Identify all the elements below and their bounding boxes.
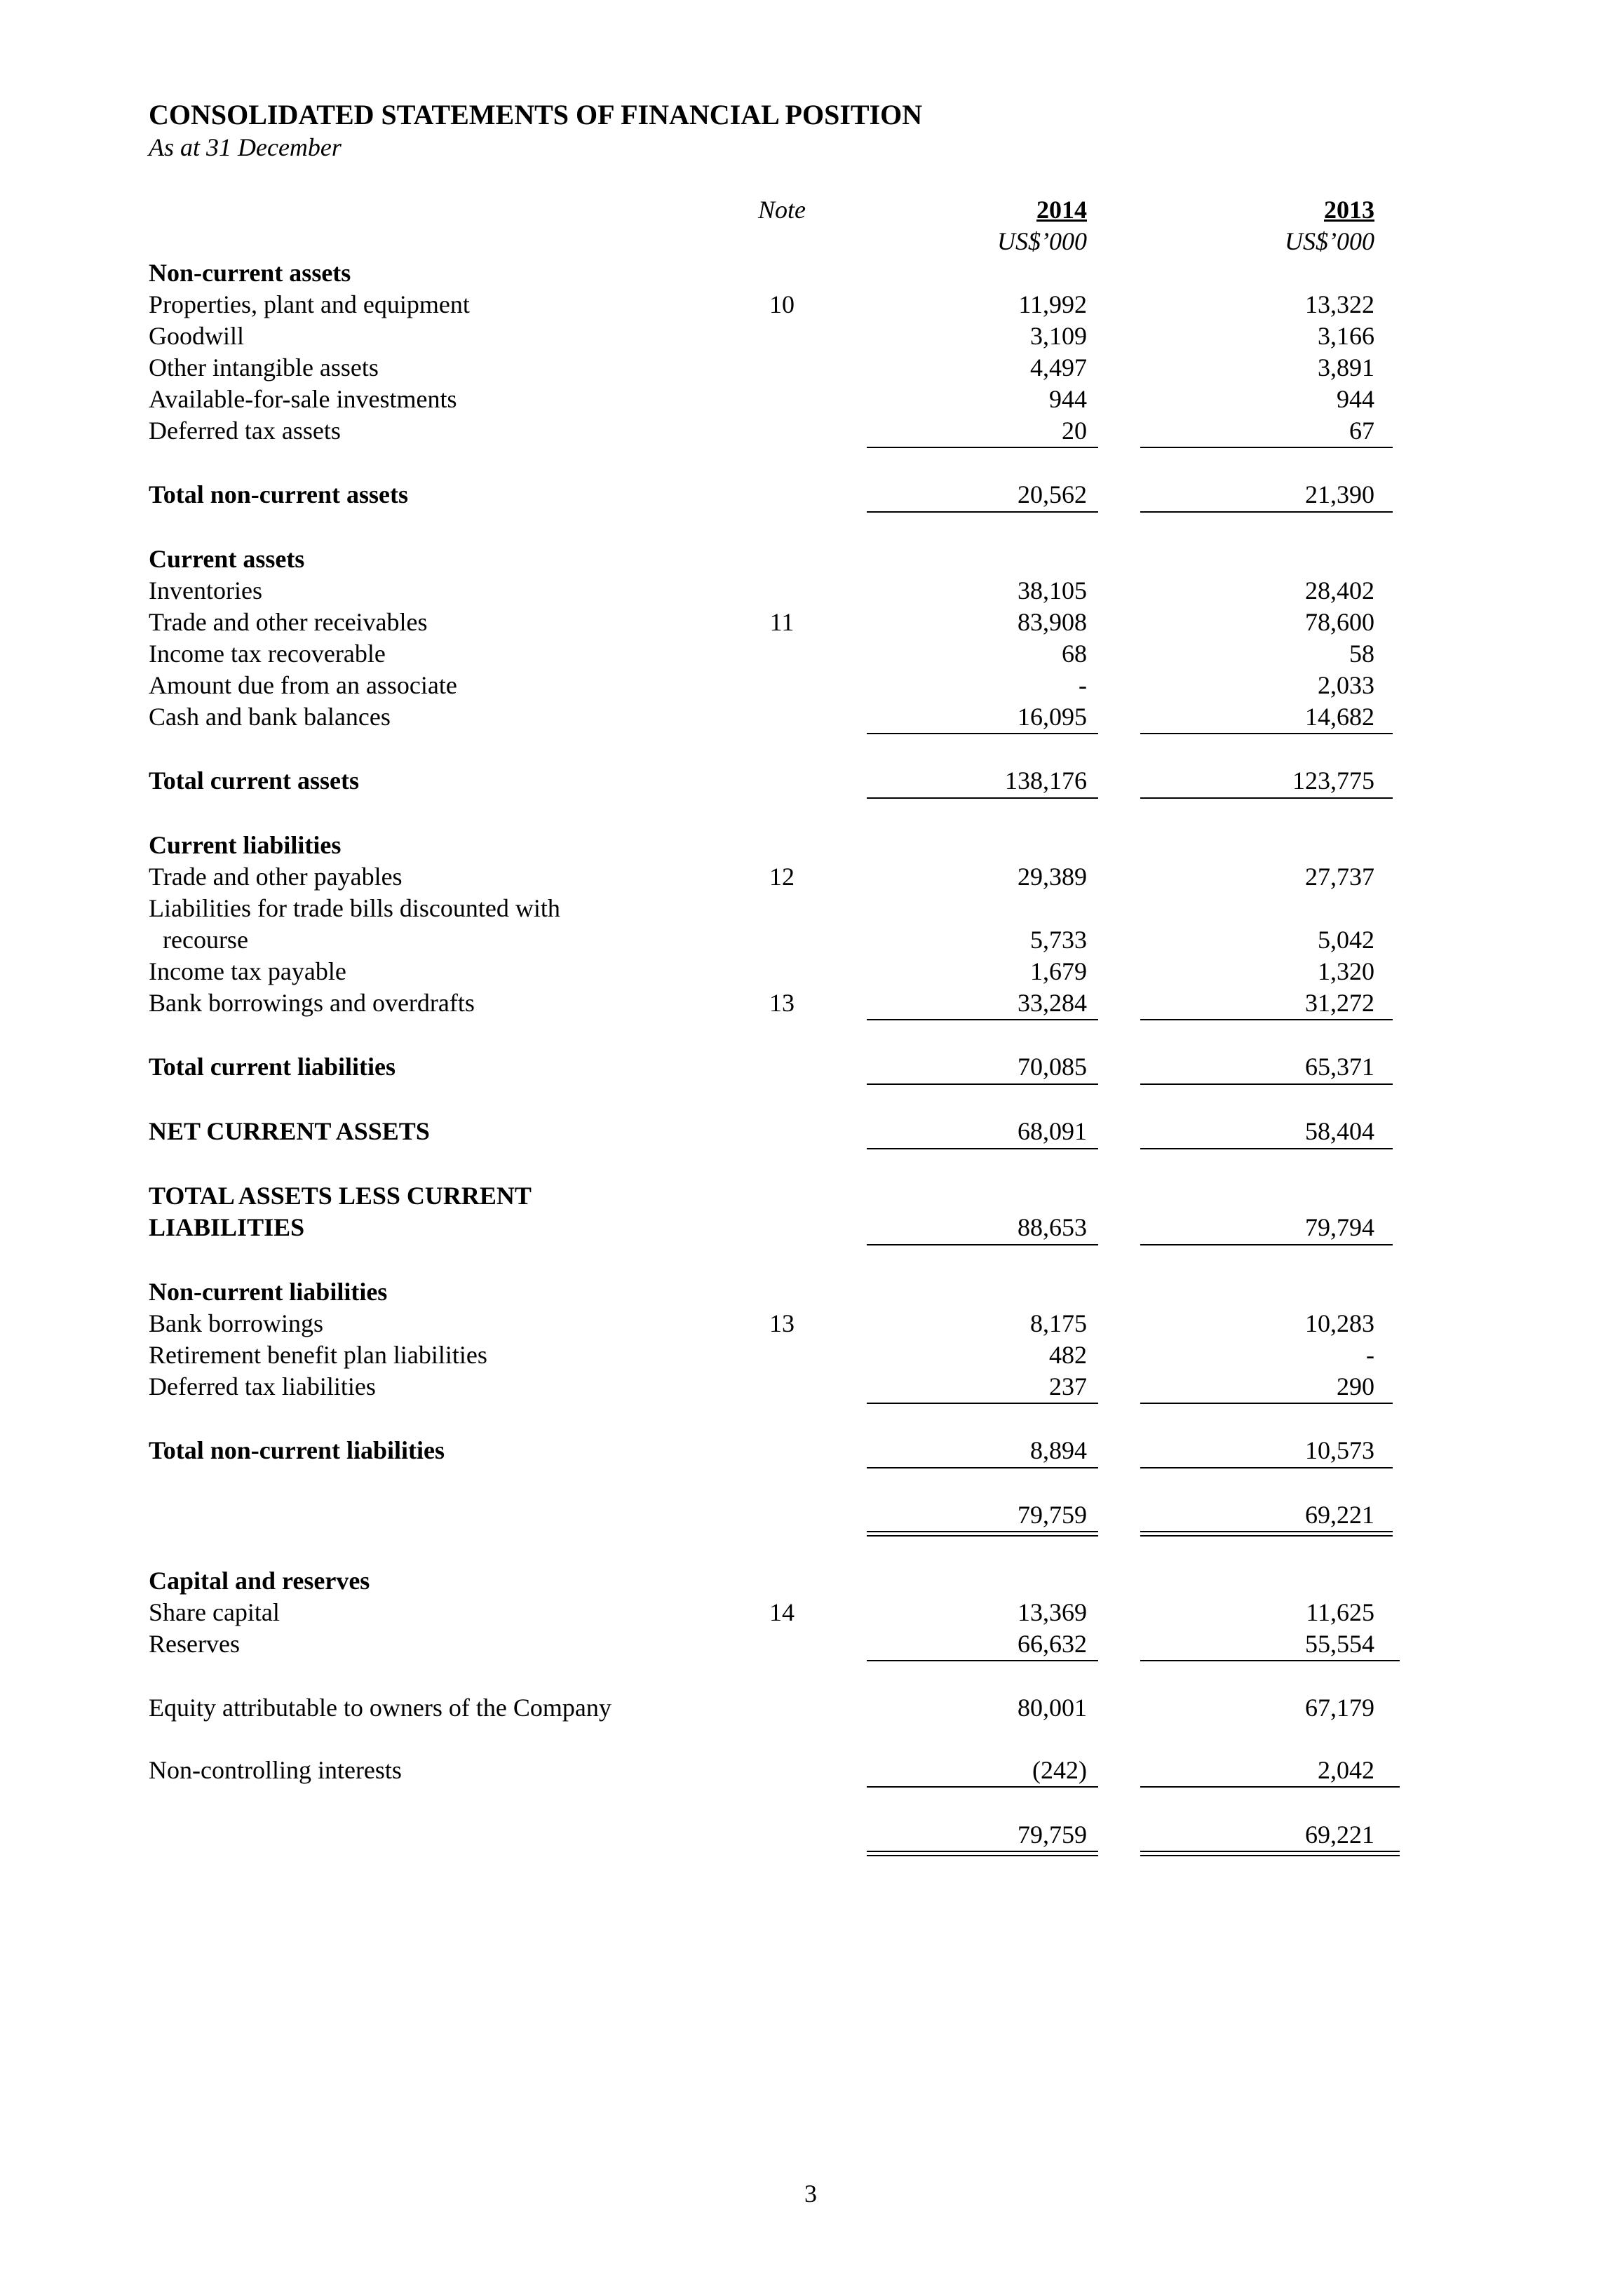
total-row (0, 1116, 1622, 1147)
table-row (0, 1628, 1622, 1660)
subtotal-rule (1140, 1019, 1393, 1020)
value-2013: 123,775 (1292, 767, 1374, 795)
subtotal-rule (1140, 1244, 1393, 1245)
row-label: Bank borrowings (149, 1309, 323, 1337)
value-2014: 20 (1062, 417, 1087, 445)
row-label: Non-current assets (149, 259, 351, 287)
section-heading-row (0, 1565, 1622, 1597)
grand-total-double-rule (1140, 1851, 1400, 1856)
value-2013: 65,371 (1305, 1053, 1374, 1081)
value-2013: 2,033 (1318, 671, 1374, 699)
unit-2013-header: US$’000 (1285, 227, 1374, 255)
value-2014: 79,759 (1018, 1821, 1087, 1849)
row-label: Trade and other payables (149, 863, 403, 891)
table-row (0, 1339, 1622, 1371)
row-label: Total non-current assets (149, 480, 409, 508)
value-2014: 33,284 (1018, 989, 1087, 1017)
value-2013: 11,625 (1306, 1598, 1374, 1626)
row-label: Current assets (149, 545, 305, 573)
value-2014: (242) (1032, 1756, 1087, 1784)
row-label: Trade and other receivables (149, 608, 428, 636)
value-2013: 58,404 (1305, 1117, 1374, 1145)
value-2014: 68,091 (1018, 1117, 1087, 1145)
row-label: Cash and bank balances (149, 703, 391, 731)
row-label: Total current liabilities (149, 1053, 396, 1081)
value-2013: 13,322 (1305, 290, 1374, 318)
grand-total-double-rule (1140, 1531, 1393, 1537)
value-2014: 70,085 (1018, 1053, 1087, 1081)
value-2013: - (1366, 1341, 1374, 1369)
subtotal-rule (867, 1467, 1098, 1468)
value-2014: 1,679 (1030, 957, 1087, 985)
value-2013: 79,794 (1305, 1213, 1374, 1241)
table-row (0, 607, 1622, 638)
subtotal-rule (867, 1403, 1098, 1404)
value-2014: 138,176 (1005, 767, 1087, 795)
value-2014: 11,992 (1018, 290, 1087, 318)
row-note: 13 (769, 989, 795, 1017)
section-heading-row (0, 543, 1622, 575)
table-row (0, 1692, 1622, 1724)
subtotal-rule (867, 1660, 1098, 1661)
table-row (0, 1371, 1622, 1403)
row-label: Deferred tax assets (149, 417, 341, 445)
value-2013: 31,272 (1305, 989, 1374, 1017)
section-heading-row (0, 257, 1622, 289)
row-note: 10 (769, 290, 795, 318)
table-row (0, 638, 1622, 670)
table-row (0, 956, 1622, 987)
row-label: Bank borrowings and overdrafts (149, 989, 475, 1017)
section-heading-row (0, 1276, 1622, 1308)
subtotal-rule (1140, 1660, 1400, 1661)
total-row (0, 1180, 1622, 1212)
value-2013: 10,283 (1305, 1309, 1374, 1337)
row-label: Income tax recoverable (149, 640, 386, 668)
grand-total-double-rule (867, 1851, 1098, 1856)
net-assets-row (0, 1499, 1622, 1531)
table-row (0, 289, 1622, 320)
subtotal-rule (1140, 797, 1393, 799)
statement-title: CONSOLIDATED STATEMENTS OF FINANCIAL POSITION (149, 99, 923, 130)
value-2013: 14,682 (1305, 703, 1374, 731)
table-row (0, 575, 1622, 607)
value-2014: 83,908 (1018, 608, 1087, 636)
note-column-header: Note (758, 196, 806, 224)
total-row (0, 1212, 1622, 1243)
subtotal-rule (1140, 1467, 1393, 1468)
value-2014: 79,759 (1018, 1501, 1087, 1529)
value-2013: 3,891 (1318, 353, 1374, 381)
table-row (0, 924, 1622, 956)
row-label: Current liabilities (149, 831, 342, 859)
value-2013: 290 (1337, 1372, 1374, 1400)
grand-total-double-rule (867, 1531, 1098, 1537)
total-row (0, 1435, 1622, 1466)
value-2013: 10,573 (1305, 1436, 1374, 1464)
row-label: Share capital (149, 1598, 280, 1626)
row-label: Total non-current liabilities (149, 1436, 445, 1464)
unit-2014-header: US$’000 (997, 227, 1087, 255)
row-label: Non-current liabilities (149, 1278, 388, 1306)
subtotal-rule (867, 1083, 1098, 1085)
row-note: 13 (769, 1309, 795, 1337)
row-label: Other intangible assets (149, 353, 379, 381)
subtotal-rule (1140, 733, 1393, 734)
value-2014: 29,389 (1018, 863, 1087, 891)
table-row (0, 701, 1622, 733)
value-2013: 67 (1349, 417, 1374, 445)
table-row (0, 670, 1622, 701)
value-2014: 482 (1049, 1341, 1087, 1369)
value-2014: 237 (1049, 1372, 1087, 1400)
row-label: recourse (163, 926, 248, 954)
value-2014: 66,632 (1018, 1630, 1087, 1658)
total-row (0, 765, 1622, 797)
value-2013: 55,554 (1305, 1630, 1374, 1658)
value-2013: 69,221 (1305, 1821, 1374, 1849)
row-label: Properties, plant and equipment (149, 290, 470, 318)
value-2013: 28,402 (1305, 576, 1374, 605)
table-row (0, 1755, 1622, 1786)
page-number: 3 (804, 2180, 817, 2208)
row-note: 14 (769, 1598, 795, 1626)
table-row (0, 320, 1622, 352)
value-2013: 944 (1337, 385, 1374, 413)
subtotal-rule (1140, 511, 1393, 513)
value-2013: 27,737 (1305, 863, 1374, 891)
row-label: Total current assets (149, 767, 359, 795)
table-row (0, 861, 1622, 893)
value-2014: 38,105 (1018, 576, 1087, 605)
value-2014: 8,894 (1030, 1436, 1087, 1464)
row-label: Capital and reserves (149, 1567, 370, 1595)
row-label: Equity attributable to owners of the Company (149, 1694, 611, 1722)
row-note: 12 (769, 863, 795, 891)
value-2014: 13,369 (1018, 1598, 1087, 1626)
table-row (0, 384, 1622, 415)
subtotal-rule (867, 511, 1098, 513)
table-row (0, 1308, 1622, 1339)
value-2014: 68 (1062, 640, 1087, 668)
value-2014: 4,497 (1030, 353, 1087, 381)
value-2014: 16,095 (1018, 703, 1087, 731)
value-2014: 88,653 (1018, 1213, 1087, 1241)
value-2014: 80,001 (1018, 1694, 1087, 1722)
row-label: Retirement benefit plan liabilities (149, 1341, 487, 1369)
row-label: NET CURRENT ASSETS (149, 1117, 430, 1145)
value-2014: 944 (1049, 385, 1087, 413)
subtotal-rule (1140, 1083, 1393, 1085)
value-2013: 21,390 (1305, 480, 1374, 508)
table-row (0, 893, 1622, 924)
table-row (0, 1597, 1622, 1628)
value-2013: 78,600 (1305, 608, 1374, 636)
section-heading-row (0, 830, 1622, 861)
subtotal-rule (1140, 447, 1393, 448)
value-2013: 2,042 (1318, 1756, 1374, 1784)
total-equity-row (0, 1819, 1622, 1851)
subtotal-rule (1140, 1148, 1393, 1149)
total-row (0, 1051, 1622, 1083)
table-row (0, 987, 1622, 1019)
row-label: LIABILITIES (149, 1213, 305, 1241)
subtotal-rule (867, 797, 1098, 799)
subtotal-rule (867, 1786, 1098, 1788)
row-label: Liabilities for trade bills discounted with (149, 894, 560, 922)
value-2014: 3,109 (1030, 322, 1087, 350)
year-2014-header: 2014 (1036, 196, 1087, 224)
subtotal-rule (867, 447, 1098, 448)
value-2013: 5,042 (1318, 926, 1374, 954)
subtotal-rule (1140, 1786, 1400, 1788)
subtotal-rule (867, 1148, 1098, 1149)
row-label: Income tax payable (149, 957, 346, 985)
value-2013: 1,320 (1318, 957, 1374, 985)
value-2014: 20,562 (1018, 480, 1087, 508)
subtotal-rule (1140, 1403, 1393, 1404)
subtotal-rule (867, 733, 1098, 734)
row-label: TOTAL ASSETS LESS CURRENT (149, 1182, 532, 1210)
table-row (0, 415, 1622, 447)
value-2013: 58 (1349, 640, 1374, 668)
table-row (0, 352, 1622, 384)
year-2013-header: 2013 (1324, 196, 1374, 224)
subtotal-rule (867, 1019, 1098, 1020)
row-label: Amount due from an associate (149, 671, 457, 699)
total-row (0, 479, 1622, 511)
value-2013: 67,179 (1305, 1694, 1374, 1722)
subtotal-rule (867, 1244, 1098, 1245)
row-label: Reserves (149, 1630, 240, 1658)
row-label: Inventories (149, 576, 262, 605)
row-label: Goodwill (149, 322, 245, 350)
row-label: Non-controlling interests (149, 1756, 402, 1784)
value-2014: - (1079, 671, 1087, 699)
row-note: 11 (769, 608, 795, 636)
row-label: Deferred tax liabilities (149, 1372, 376, 1400)
value-2013: 3,166 (1318, 322, 1374, 350)
statement-subtitle: As at 31 December (149, 133, 342, 161)
value-2013: 69,221 (1305, 1501, 1374, 1529)
row-label: Available-for-sale investments (149, 385, 457, 413)
value-2014: 5,733 (1030, 926, 1087, 954)
value-2014: 8,175 (1030, 1309, 1087, 1337)
